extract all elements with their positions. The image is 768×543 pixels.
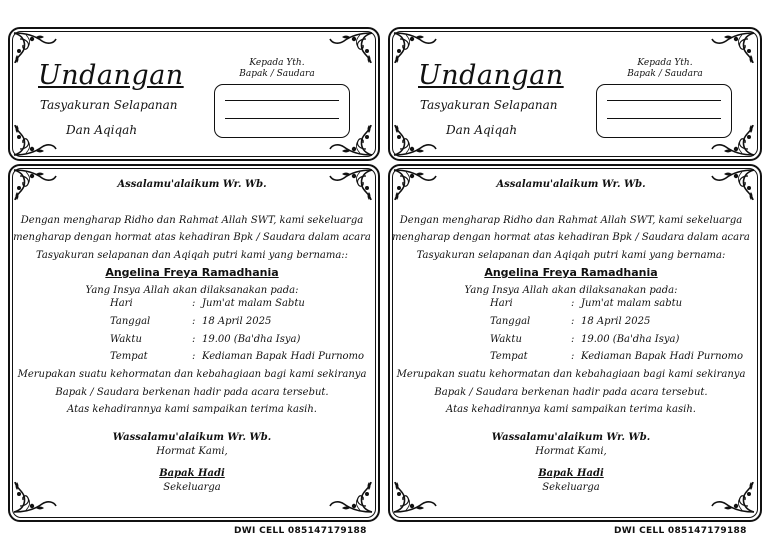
- address-line: [225, 100, 339, 101]
- detail-colon: :: [571, 334, 575, 345]
- detail-colon: :: [192, 298, 196, 309]
- intro-line-1: Dengan mengharap Ridho dan Rahmat Allah SWT, kami sekeluarga: [20, 214, 364, 226]
- detail-label: Waktu: [490, 334, 522, 345]
- printer-footer-left: DWI CELL 085147179188: [234, 526, 367, 536]
- hormat-kami: Hormat Kami,: [535, 446, 607, 457]
- greeting: Assalamu'alaikum Wr. Wb.: [496, 179, 646, 190]
- corner-ornament-icon: [328, 31, 374, 65]
- intro-line-1: Dengan mengharap Ridho dan Rahmat Allah SWT, kami sekeluarga: [399, 214, 743, 226]
- address-box[interactable]: [214, 84, 350, 138]
- detail-colon: :: [192, 316, 196, 327]
- detail-value: Jum'at malam Sabtu: [202, 298, 305, 309]
- intro-line-3: Tasyakuran selapanan dan Aqiqah putri kami yang bernama:: [416, 249, 726, 261]
- intro-line-2: mengharap dengan hormat atas kehadiran Bpk / Saudara dalam acara: [13, 232, 371, 243]
- printer-footer-right: DWI CELL 085147179188: [614, 526, 747, 536]
- detail-value: 19.00 (Ba'dha Isya): [202, 334, 301, 345]
- insya-line: Yang Insya Allah akan dilaksanakan pada:: [85, 284, 299, 296]
- hormat-kami: Hormat Kami,: [156, 446, 228, 457]
- detail-value: Kediaman Bapak Hadi Purnomo: [202, 351, 365, 362]
- kepada-line-1: Kepada Yth.: [249, 58, 305, 68]
- detail-value: 18 April 2025: [581, 316, 651, 327]
- salam-penutup: Wassalamu'alaikum Wr. Wb.: [112, 432, 272, 443]
- closing-line-2: Bapak / Saudara berkenan hadir pada acara tersebut.: [434, 386, 708, 398]
- detail-label: Tempat: [490, 351, 528, 362]
- card-signature: [7, 431, 377, 495]
- sekeluarga: Sekeluarga: [542, 482, 600, 493]
- detail-colon: :: [192, 334, 196, 345]
- detail-value: 19.00 (Ba'dha Isya): [581, 334, 680, 345]
- detail-colon: :: [571, 351, 575, 362]
- closing-line-3: Atas kehadirannya kami sampaikan terima kasih.: [446, 404, 696, 415]
- kepada-line-1: Kepada Yth.: [637, 58, 693, 68]
- salam-penutup: Wassalamu'alaikum Wr. Wb.: [491, 432, 651, 443]
- invitation-title: Undangan: [38, 60, 184, 91]
- invitation-subtitle-2: Dan Aqiqah: [446, 123, 518, 137]
- address-line: [607, 118, 721, 119]
- detail-label: Tanggal: [490, 316, 531, 327]
- invitation-title: Undangan: [418, 60, 564, 91]
- host-name: Bapak Hadi: [538, 468, 604, 479]
- invitation-subtitle-1: Tasyakuran Selapanan: [40, 98, 178, 112]
- corner-ornament-icon: [392, 123, 438, 157]
- kepada-line-2: Bapak / Saudara: [239, 69, 315, 79]
- invitation-subtitle-1: Tasyakuran Selapanan: [420, 98, 558, 112]
- intro-line-3: Tasyakuran selapanan dan Aqiqah putri kami yang bernama::: [35, 249, 349, 261]
- closing-line-1: Merupakan suatu kehormatan dan kebahagiaan bagi kami sekiranya: [396, 369, 746, 380]
- host-name: Bapak Hadi: [159, 468, 225, 479]
- child-name: Angelina Freya Ramadhania: [105, 266, 279, 279]
- detail-value: Jum'at malam sabtu: [581, 298, 683, 309]
- kepada-label: [620, 58, 710, 80]
- detail-value: 18 April 2025: [202, 316, 272, 327]
- intro-line-2: mengharap dengan hormat atas kehadiran Bpk / Saudara dalam acara: [392, 232, 750, 243]
- address-line: [607, 100, 721, 101]
- card-body: [386, 176, 756, 299]
- kepada-line-2: Bapak / Saudara: [627, 69, 703, 79]
- insya-line: Yang Insya Allah akan dilaksanakan pada:: [464, 284, 678, 296]
- kepada-label: [232, 58, 322, 80]
- closing-line-1: Merupakan suatu kehormatan dan kebahagiaan bagi kami sekiranya: [17, 369, 367, 380]
- detail-colon: :: [571, 316, 575, 327]
- address-box[interactable]: [596, 84, 732, 138]
- greeting: Assalamu'alaikum Wr. Wb.: [117, 179, 267, 190]
- card-closing: [386, 366, 756, 419]
- detail-colon: :: [192, 351, 196, 362]
- card-signature: [386, 431, 756, 495]
- detail-label: Hari: [110, 298, 133, 309]
- detail-label: Tanggal: [110, 316, 151, 327]
- corner-ornament-icon: [710, 31, 756, 65]
- sekeluarga: Sekeluarga: [163, 482, 221, 493]
- card-closing: [7, 366, 377, 419]
- closing-line-3: Atas kehadirannya kami sampaikan terima kasih.: [67, 404, 317, 415]
- detail-value: Kediaman Bapak Hadi Purnomo: [581, 351, 744, 362]
- detail-label: Tempat: [110, 351, 148, 362]
- detail-label: Waktu: [110, 334, 142, 345]
- invitation-subtitle-2: Dan Aqiqah: [66, 123, 138, 137]
- corner-ornament-icon: [12, 123, 58, 157]
- address-line: [225, 118, 339, 119]
- detail-label: Hari: [490, 298, 513, 309]
- closing-line-2: Bapak / Saudara berkenan hadir pada acara tersebut.: [55, 386, 329, 398]
- card-body: [7, 176, 377, 299]
- child-name: Angelina Freya Ramadhania: [484, 266, 658, 279]
- detail-colon: :: [571, 298, 575, 309]
